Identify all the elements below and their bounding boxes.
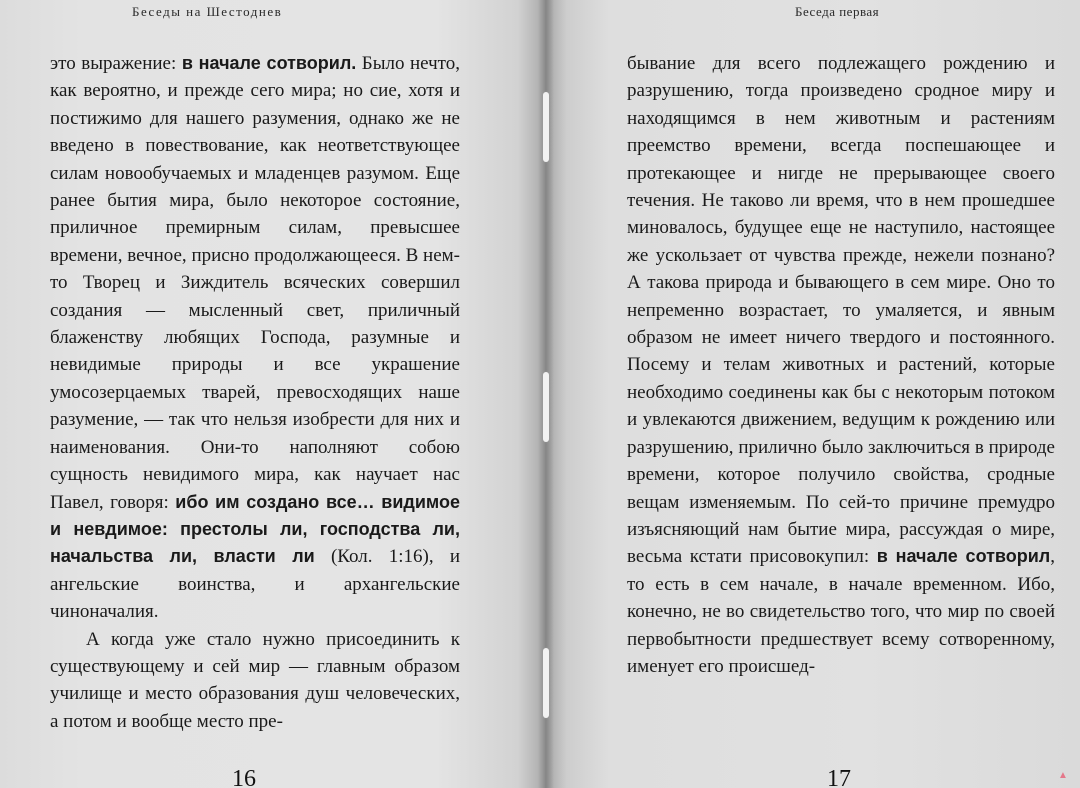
left-running-head: Беседы на Шестоднев	[132, 4, 283, 19]
left-page-number: 16	[232, 766, 256, 788]
corner-mark: ▲	[1058, 770, 1068, 781]
right-page-number: 17	[827, 766, 851, 788]
right-text-block	[627, 50, 1055, 680]
binding-stitch	[543, 648, 549, 718]
right-page	[545, 0, 1080, 788]
left-text-block	[50, 50, 460, 735]
left-paragraph-1: это выражение: в начале сотворил. Было нечто, как вероятно, и прежде сего мира; но сие, хотя и постижимо для нашего разумения, однако же не введено в повествование, как неответствующее силам новообучаемых и младенцев разумом. Еще ранее бытия мира, было некоторое состояние, приличное премирным силам, превысшее времени, вечное, присно продолжающееся. В нем-то Творец и Зиждитель всяческих совершил создания — мысленный свет, приличный блаженству любящих Господа, разумные и невидимые природы и все украшение умосозерцаемых тварей, превосходящих наше разумение, — так что нельзя изобрести для них и наименования. Они-то наполняют собою сущность невидимого мира, как научает нас Павел, говоря: ибо им создано все… видимое и невдимое: престолы ли, господства ли, начальства ли, власти ли (Кол. 1:16), и ангельские воинства, и архангельские чиноначалия.	[50, 53, 461, 623]
left-paragraph-2: А когда уже стало нужно присоединить к существующему и сей мир — главным образом училище и место образования душ человеческих, а потом и вообще место пре-	[50, 628, 460, 732]
right-paragraph-1: бывание для всего подлежащего рождению и разрушению, тогда произведено сродное миру и находящимся в нем животным и растениям преемство времени, всегда поспешающее и протекающее и нигде не прерывающее своего течения. Не таково ли время, что в нем прошедшее миновалось, будущее еще не наступило, настоящее же ускользает от чувства прежде, нежели познано? А такова природа и бывающего в сем мире. Оно то непременно возрастает, то умаляется, и явным образом не имеет ничего твердого и постоянного. Посему и телам животных и растений, которые необходимо соединены как бы с некоторым потоком и увлекаются движением, ведущим к рождению или разрушению, прилично было заключиться в природе времени, которое получило свойства, сродные вещам изменяемым. По сей-то причине премудро изъясняющий нам бытие мира, рассуждая о мире, весьма кстати присовокупил: в начале сотворил, то есть в сем начале, в начале временном. Ибо, конечно, не во свидетельство того, что мир по своей первобытности предшествует всему сотворенному, именует его происшед-	[627, 53, 1055, 677]
binding-stitch	[543, 372, 549, 442]
right-running-head: Беседа первая	[795, 4, 880, 19]
binding-stitch	[543, 92, 549, 162]
